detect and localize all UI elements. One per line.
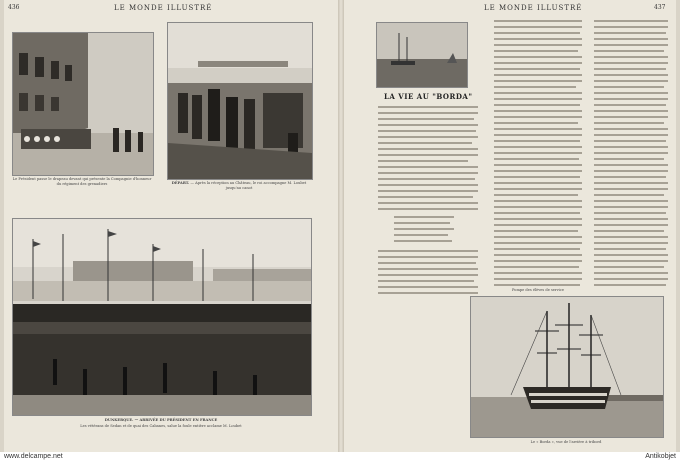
left-page-number: 436 [8, 4, 20, 11]
right-page-number: 437 [654, 4, 666, 11]
watermark-footer [0, 452, 680, 461]
caption-top-right [167, 181, 311, 190]
footer-right-watermark: Antikobjet [645, 453, 676, 460]
photo-borda-small [376, 22, 468, 88]
photo-borda-ship [470, 296, 664, 438]
caption-bottom: Les vétérans de Sedan et de quai des Cabanes, salue la foule entière acclame M. Loubet [80, 424, 242, 428]
photo-depart [167, 22, 313, 180]
left-page [4, 0, 338, 452]
caption-borda-ship: Le « Borda », vue de l'arrière à tribord [530, 440, 602, 444]
photo-review-grenadiers [12, 32, 154, 176]
caption-top-right-text: — Après la réception au Château, le roi accompagne M. Loubet jusqu'au canot [190, 181, 307, 190]
photo-dunkerque-arrival [12, 218, 312, 416]
caption-bottom-lead: DUNKERQUE. — ARRIVÉE DU PRÉSIDENT EN FRANCE [104, 418, 218, 422]
right-page [344, 0, 676, 452]
caption-inset: Pompe des élèves de service [512, 288, 564, 292]
caption-top-right-lead: DÉPART. [171, 181, 190, 185]
left-running-head: LE MONDE ILLUSTRÉ [114, 4, 213, 12]
caption-top-left: Le Président passe le drapeau devant qui présente la Compagnie d'honneur du régiment des grenadiers [12, 177, 152, 186]
article-title: LA VIE AU "BORDA" [384, 92, 473, 101]
footer-left-watermark: www.delcampe.net [4, 453, 63, 460]
right-running-head: LE MONDE ILLUSTRÉ [484, 4, 583, 12]
